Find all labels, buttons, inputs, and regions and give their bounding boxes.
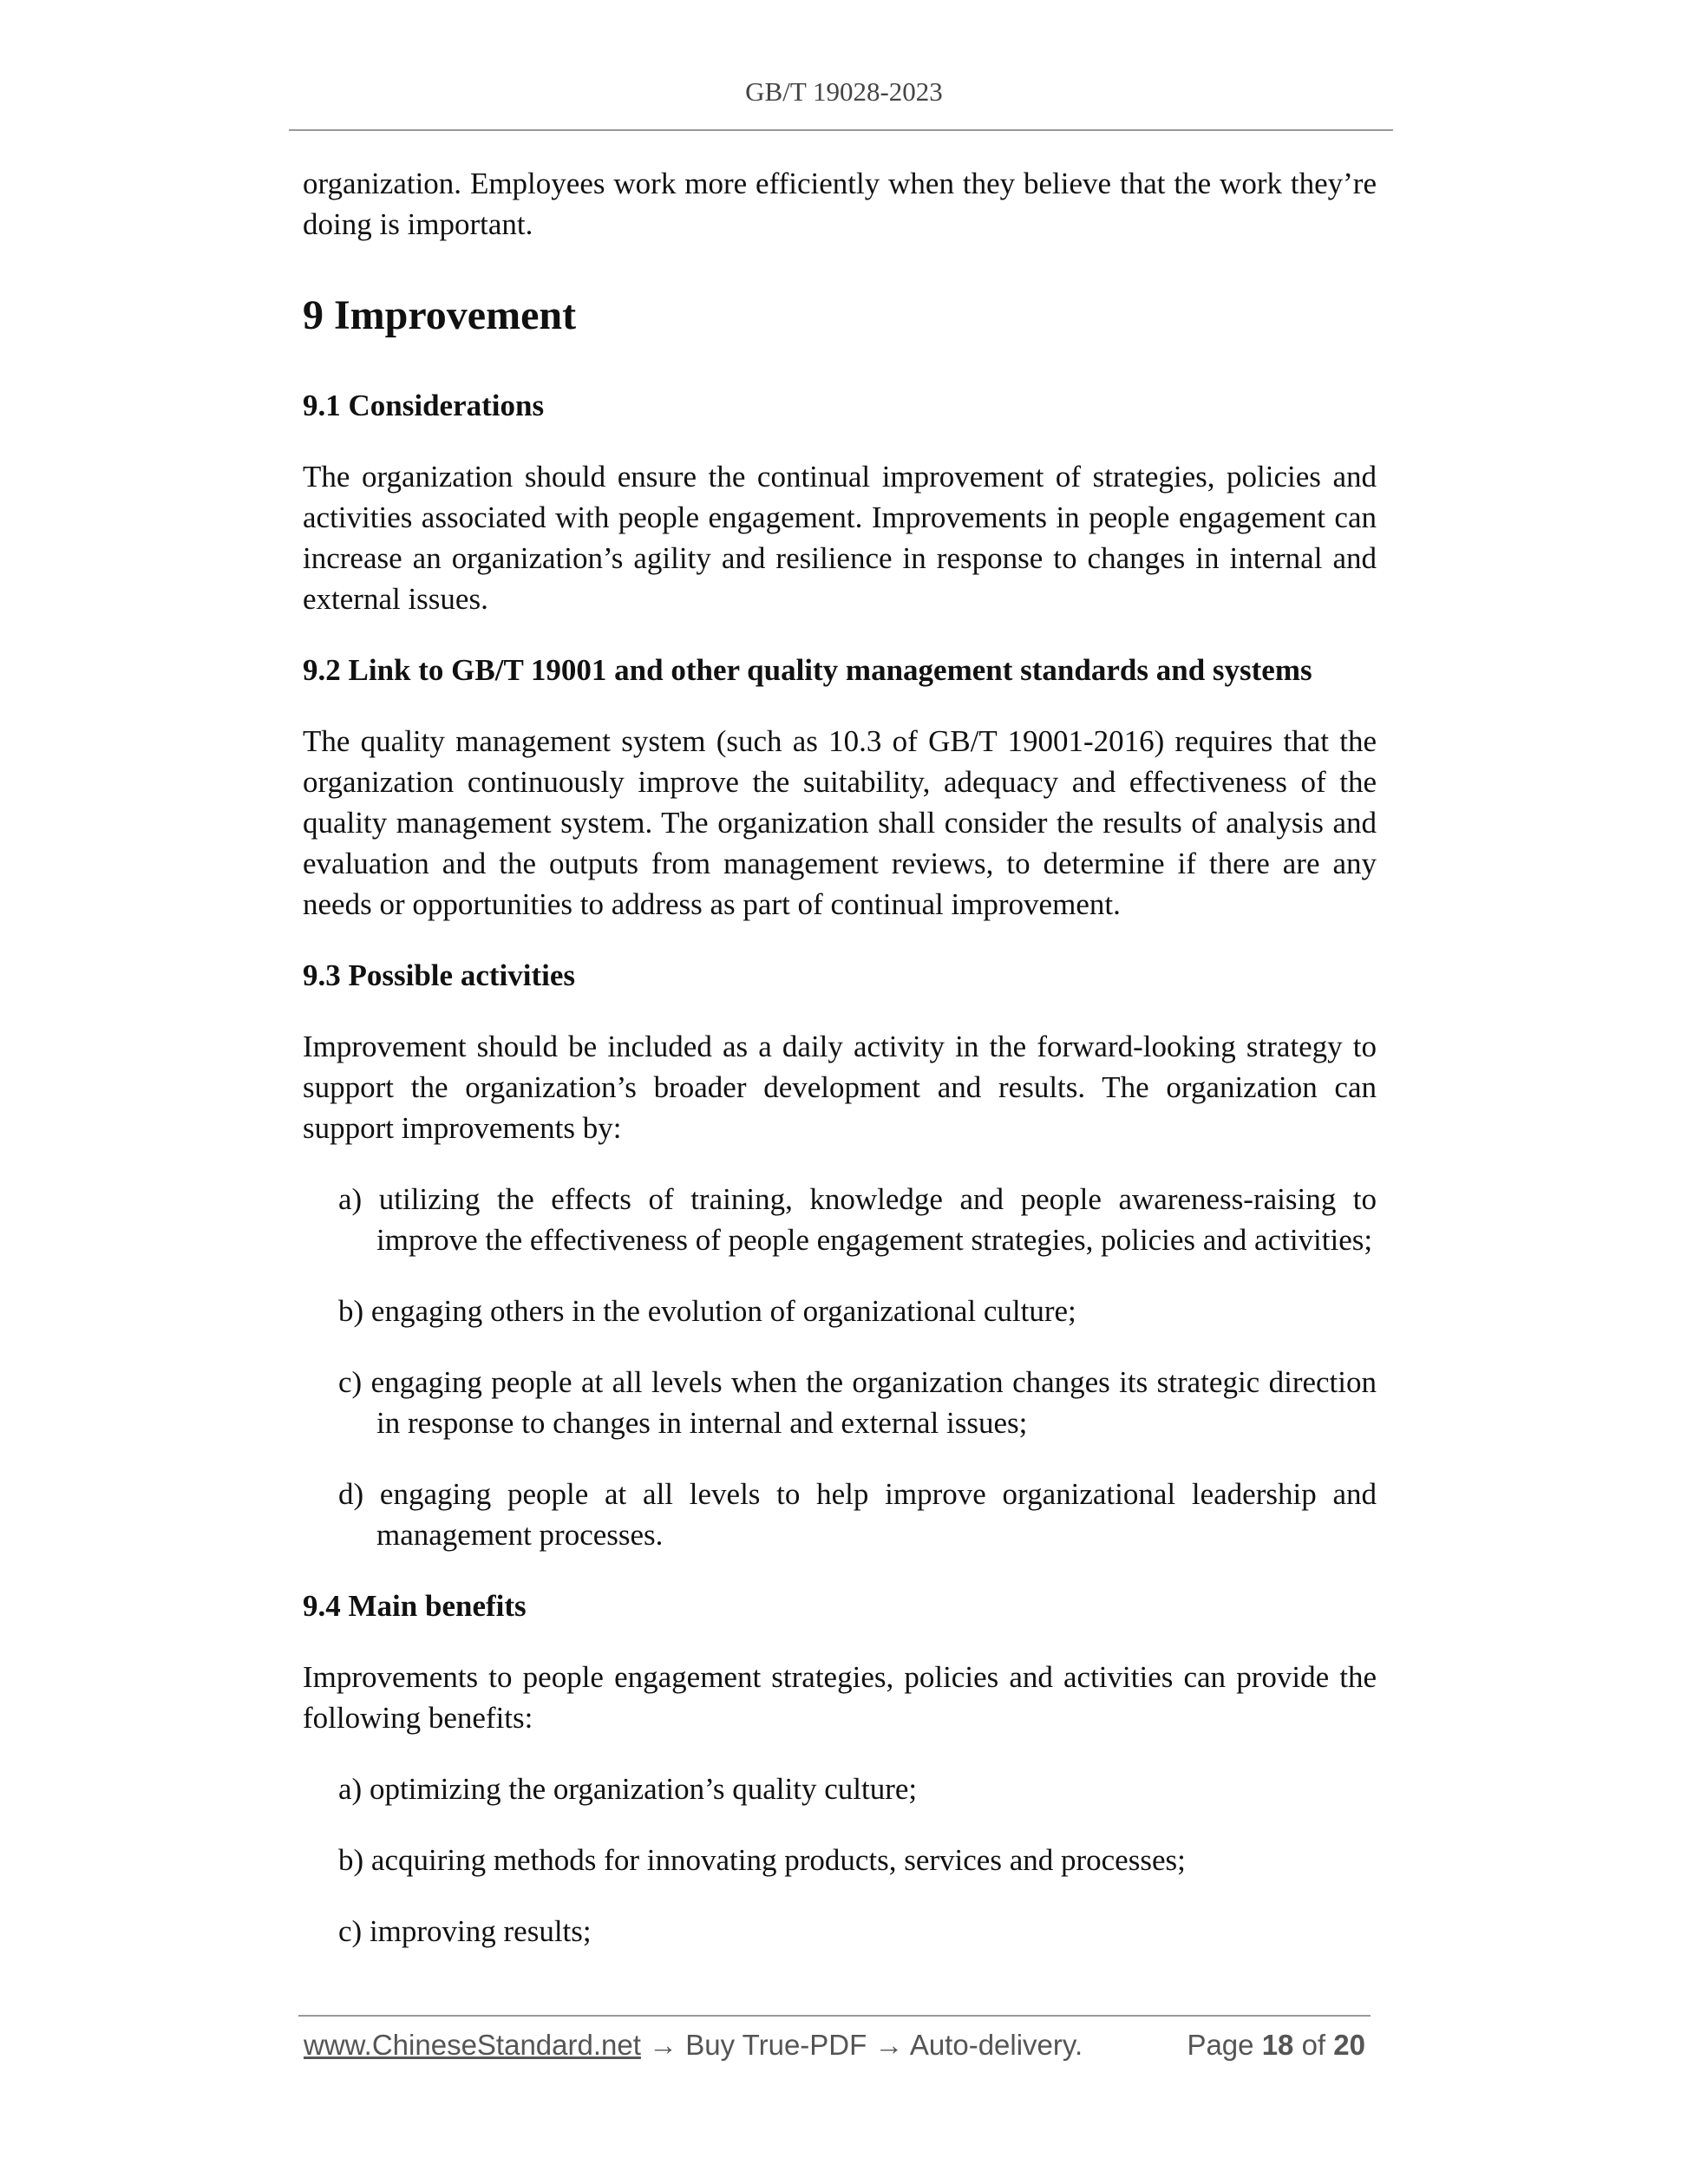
section-9-3-heading: 9.3 Possible activities bbox=[303, 958, 575, 992]
section-9-2-heading: 9.2 Link to GB/T 19001 and other quality management standards and systems bbox=[303, 653, 1312, 687]
page-body bbox=[303, 163, 1377, 1982]
page-number: 18 bbox=[1261, 2029, 1294, 2061]
of-label: of bbox=[1301, 2029, 1326, 2061]
list-item: a) utilizing the effects of training, knowledge and people awareness-raising to improve the effectiveness of people engagement strategies, policies and activities; bbox=[338, 1182, 1377, 1257]
list-item: d) engaging people at all levels to help improve organizational leadership and management processes. bbox=[338, 1477, 1377, 1552]
list-item: c) engaging people at all levels when the organization changes its strategic direction in response to changes in internal and external issues; bbox=[338, 1365, 1377, 1440]
running-header: GB/T 19028-2023 bbox=[745, 76, 943, 107]
section-9-4-heading: 9.4 Main benefits bbox=[303, 1589, 527, 1623]
intro-paragraph: organization. Employees work more efficiently when they believe that the work they’re doing is important. bbox=[303, 167, 1377, 241]
website-link[interactable]: www.ChineseStandard.net bbox=[304, 2029, 641, 2061]
page-label: Page bbox=[1187, 2029, 1254, 2061]
footer-divider bbox=[298, 2015, 1371, 2017]
list-item: a) optimizing the organization’s quality culture; bbox=[338, 1772, 918, 1806]
page-footer bbox=[304, 2029, 1371, 2070]
section-9-heading: 9 Improvement bbox=[303, 292, 577, 338]
list-item: b) engaging others in the evolution of organizational culture; bbox=[338, 1294, 1076, 1328]
activities-list bbox=[303, 1179, 1377, 1555]
footer-promo-text: → Buy True-PDF → Auto-delivery. bbox=[640, 2029, 1083, 2061]
total-pages: 20 bbox=[1333, 2029, 1365, 2061]
section-9-1-paragraph: The organization should ensure the continual improvement of strategies, policies and activities associated with people engagement. Improvements in people engagement can increase an organization’s agility and resilience in response to changes in internal and external issues. bbox=[303, 460, 1377, 616]
list-item: c) improving results; bbox=[338, 1914, 592, 1948]
section-9-1-heading: 9.1 Considerations bbox=[303, 389, 545, 422]
section-9-4-paragraph: Improvements to people engagement strategies, policies and activities can provide the following benefits: bbox=[303, 1660, 1377, 1735]
header-divider bbox=[289, 129, 1393, 131]
page-indicator bbox=[1187, 2029, 1365, 2062]
benefits-list bbox=[303, 1769, 1377, 1952]
footer-promo bbox=[304, 2029, 1083, 2062]
section-9-2-paragraph: The quality management system (such as 10.3 of GB/T 19001-2016) requires that the organization continuously improve the suitability, adequacy and effectiveness of the quality management system. The organization shall consider the results of analysis and evaluation and the outputs from management reviews, to determine if there are any needs or opportunities to address as part of continual improvement. bbox=[303, 724, 1377, 921]
section-9-3-paragraph: Improvement should be included as a daily activity in the forward-looking strategy to support the organization’s broader development and results. The organization can support improvements by: bbox=[303, 1030, 1377, 1145]
list-item: b) acquiring methods for innovating products, services and processes; bbox=[338, 1843, 1186, 1877]
